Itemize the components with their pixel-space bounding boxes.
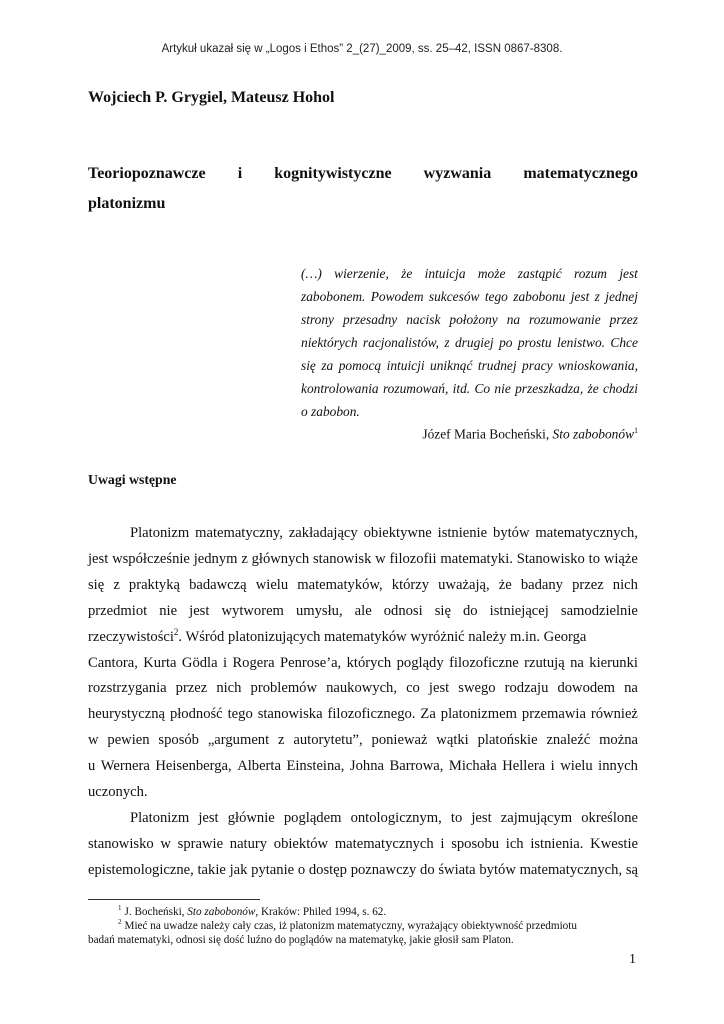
word: w: [375, 550, 386, 567]
word: bytów: [493, 525, 530, 541]
word: że: [401, 266, 413, 281]
word: prostu: [517, 335, 552, 350]
word: na: [506, 312, 521, 327]
body-line: [88, 702, 638, 728]
word: przez: [609, 312, 638, 327]
word: jest: [471, 809, 492, 826]
word: racjonalistów,: [362, 335, 439, 350]
word: pracy: [522, 358, 553, 373]
word: na: [624, 680, 638, 697]
word: uniknąć: [430, 358, 473, 373]
word: wątki: [436, 732, 469, 749]
word: jednym: [193, 550, 238, 567]
word: rozumowanie: [529, 312, 601, 327]
word: sukcesów: [428, 289, 480, 304]
article-title: [88, 159, 638, 219]
word: intuicja: [424, 266, 466, 281]
body-line: [88, 858, 638, 884]
word: obiektów: [273, 835, 329, 852]
word: Kurta: [143, 654, 177, 671]
footnote-number: 2: [118, 918, 122, 927]
body-line: [88, 728, 638, 754]
word: drugiej: [454, 335, 494, 350]
authors: Wojciech P. Grygiel, Mateusz Hohol: [88, 89, 335, 106]
word: (…): [301, 266, 322, 281]
word: z: [113, 576, 120, 593]
word: Heisenberga,: [155, 758, 232, 775]
word: których: [346, 654, 392, 671]
title-word: i: [237, 165, 243, 182]
attribution-author: Józef Maria Bocheński,: [422, 426, 553, 442]
word: pytanie: [251, 861, 295, 878]
word: kierunki: [589, 654, 638, 671]
word: Alberta: [237, 758, 281, 775]
footnote-ref[interactable]: 2: [173, 626, 179, 637]
word: tego: [227, 706, 253, 723]
word: wielu: [560, 758, 593, 775]
word: pewien: [107, 732, 150, 749]
word: że: [587, 381, 599, 396]
word: obiektywne: [363, 525, 432, 541]
word: stanowisk: [312, 550, 372, 567]
page-number: 1: [629, 952, 636, 967]
word: praktyką: [128, 576, 180, 593]
word: matematyki.: [440, 550, 513, 567]
word: przesadny: [342, 312, 398, 327]
word: lenistwo.: [557, 335, 605, 350]
word: o: [297, 861, 306, 878]
word: istniejącej: [489, 602, 549, 619]
body-line: [88, 599, 638, 625]
word: Cantora,: [88, 654, 138, 671]
word: nie: [494, 381, 511, 396]
word: Wernera: [100, 758, 150, 775]
section-heading: Uwagi wstępne: [88, 472, 177, 487]
word: niektórych: [301, 335, 358, 350]
body-line: uczonych.: [88, 784, 148, 801]
word: sprawie: [177, 835, 224, 852]
word: Stanowisko: [516, 550, 585, 567]
word: jest: [619, 266, 638, 281]
word: za: [321, 358, 334, 373]
word: umysłu,: [295, 602, 343, 619]
word: przez: [572, 576, 604, 593]
body-line: [88, 806, 638, 832]
footnote-2-text: [118, 919, 577, 933]
word: trudnej: [477, 358, 517, 373]
body-line: [88, 521, 638, 547]
word: są: [625, 861, 638, 878]
word: natury: [229, 835, 268, 852]
word: badany: [520, 576, 563, 593]
footnote-2-line: [88, 919, 638, 933]
word: nie: [159, 602, 178, 619]
title-word: matematycznego: [523, 165, 638, 182]
epigraph-line: [301, 262, 638, 285]
word: jest: [88, 550, 109, 567]
word: autorytetu”,: [293, 732, 363, 749]
word: się: [434, 602, 451, 619]
word: ponieważ: [371, 732, 428, 749]
word: Gödla: [181, 654, 218, 671]
body-text: [88, 521, 638, 884]
word: się: [88, 576, 105, 593]
word: badawczą: [189, 576, 247, 593]
word: Barrowa,: [389, 758, 444, 775]
word: co: [406, 680, 420, 697]
word: poglądem: [283, 809, 342, 826]
word: filozoficzne: [449, 654, 519, 671]
word: Hellera: [502, 758, 546, 775]
word: można: [599, 732, 638, 749]
word: epistemologiczne,: [88, 861, 194, 878]
running-header: Artykuł ukazał się w „Logos i Ethos” 2_(27)_2009, ss. 25–42, ISSN 0867-8308.: [161, 43, 563, 55]
word: zajmującym: [500, 809, 573, 826]
word: „argument: [207, 732, 270, 749]
word: nich: [612, 576, 638, 593]
word: zabobonem.: [301, 289, 366, 304]
word: w: [88, 732, 99, 749]
word: położony: [449, 312, 498, 327]
word: Rogera: [232, 654, 275, 671]
title-word: wyzwania: [423, 165, 492, 182]
word: odnosi: [383, 602, 423, 619]
footnote-2-line: badań matematyki, odnosi się dość luźno do poglądów na matematykę, jakie głosił sam Platon.: [88, 934, 514, 946]
word: ich: [505, 835, 524, 852]
word: przedmiot: [88, 602, 148, 619]
word: filozoficznego.: [327, 706, 416, 723]
word: uważają,: [438, 576, 490, 593]
word: ontologicznym,: [350, 809, 442, 826]
word: platonizmem: [440, 706, 517, 723]
word: takie: [197, 861, 226, 878]
attribution-work: Sto zabobonów: [552, 426, 634, 442]
word: nacisk: [406, 312, 441, 327]
word: z: [241, 550, 248, 567]
word: wierzenie,: [334, 266, 389, 281]
word: chodzi: [603, 381, 638, 396]
word: filozofii: [389, 550, 437, 567]
footnote-separator: [88, 899, 260, 900]
word: istnienie: [437, 525, 488, 541]
word: jest: [428, 680, 450, 697]
footnote-fragment: J. Bocheński,: [124, 906, 188, 918]
title-line-1: [88, 159, 638, 189]
word: i: [222, 654, 228, 671]
word: stanowiska: [257, 706, 323, 723]
word: swego: [458, 680, 496, 697]
epigraph-attribution: [422, 426, 638, 442]
word: i: [550, 758, 555, 775]
word: Platonizm: [130, 525, 190, 541]
word: jest: [570, 289, 590, 304]
word: którzy: [391, 576, 430, 593]
word: na: [570, 654, 584, 671]
footnote-1: [88, 905, 638, 919]
word: z: [444, 335, 450, 350]
word: jest: [189, 602, 210, 619]
footnote-number: 1: [118, 904, 122, 913]
word: i: [440, 835, 445, 852]
word: sposób: [158, 732, 199, 749]
word: dostęp: [308, 861, 347, 878]
word: istnienia.: [530, 835, 584, 852]
body-line: [88, 625, 638, 651]
word: samodzielnie: [560, 602, 638, 619]
title-word: kognitywistyczne: [274, 165, 392, 182]
footnote-fragment: Mieć na uwadze należy cały czas, iż platonizm matematyczny, wyrażający obiektywność przedmiotu: [124, 920, 577, 932]
word: dowodem: [557, 680, 616, 697]
word: Penrose’a,: [280, 654, 342, 671]
title-line-2: platonizmu: [88, 195, 166, 212]
word: kontrolowania: [301, 381, 379, 396]
word: Kwestie: [590, 835, 638, 852]
word: Platonizm: [130, 809, 190, 826]
word: pomocą: [338, 358, 382, 373]
word: Powodem: [370, 289, 424, 304]
footnote-fragment: , Kraków: Philed 1994, s. 62.: [255, 906, 387, 918]
word: bytów: [479, 861, 516, 878]
epigraph-line: o zabobon.: [301, 404, 360, 419]
footnote-ref[interactable]: 1: [634, 426, 638, 435]
word: sposobu: [451, 835, 500, 852]
body-line: [88, 754, 638, 780]
word: matematyczny,: [195, 525, 283, 541]
epigraph-line: [301, 285, 638, 308]
word: u: [88, 758, 96, 775]
epigraph-line: [301, 308, 638, 331]
footnotes: [88, 905, 638, 947]
word: Michała: [448, 758, 497, 775]
word: strony: [301, 312, 334, 327]
word: wielu: [255, 576, 289, 593]
word: Johna: [349, 758, 384, 775]
word: heurystyczną: [88, 706, 165, 723]
word: Co: [474, 381, 491, 396]
word: jest: [198, 809, 219, 826]
word: świata: [438, 861, 476, 878]
body-line: [88, 547, 638, 573]
word: jak: [229, 861, 248, 878]
word: itd.: [452, 381, 471, 396]
epigraph-line: [301, 331, 638, 354]
word: intuicji: [386, 358, 425, 373]
word: rzutują: [524, 654, 565, 671]
word: innych: [598, 758, 638, 775]
word: również: [590, 706, 638, 723]
word: zakładający: [288, 525, 358, 541]
word: nich: [216, 680, 242, 697]
word: zabobonu: [513, 289, 566, 304]
epigraph: [301, 262, 638, 423]
word: zastąpić: [517, 266, 562, 281]
word: przeszkadza,: [515, 381, 584, 396]
word: że: [498, 576, 512, 593]
body-line: [88, 676, 638, 702]
word: stanowisko: [88, 835, 154, 852]
word: po: [499, 335, 513, 350]
word: głównych: [251, 550, 310, 567]
word: tego: [484, 289, 508, 304]
word: wnioskowania,: [558, 358, 638, 373]
word: poglądy: [396, 654, 444, 671]
body-text-span: [88, 625, 586, 651]
word: Einsteina,: [286, 758, 345, 775]
word: do: [463, 602, 478, 619]
word: problemów: [250, 680, 318, 697]
word: rozumowań,: [382, 381, 449, 396]
word: się: [301, 358, 316, 373]
word: wytworem: [221, 602, 284, 619]
epigraph-line: [301, 377, 638, 400]
word: platońskie: [477, 732, 538, 749]
word: znaleźć: [546, 732, 591, 749]
epigraph-line: [301, 354, 638, 377]
word: do: [420, 861, 435, 878]
word: matematycznych: [334, 835, 434, 852]
word: przemawia: [521, 706, 586, 723]
word: poznawczy: [350, 861, 417, 878]
word: matematyków,: [297, 576, 383, 593]
body-line: [88, 832, 638, 858]
footnote-work: Sto zabobonów: [187, 906, 256, 918]
word: rozstrzygania: [88, 680, 167, 697]
body-text-fragment: . Wśród platonizujących matematyków wyróżnić należy m.in. Georga: [178, 628, 587, 645]
word: matematycznych,: [519, 861, 623, 878]
word: może: [477, 266, 506, 281]
body-line: [88, 651, 638, 677]
word: naukowych,: [326, 680, 398, 697]
title-word: Teoriopoznawcze: [88, 165, 206, 182]
word: określone: [581, 809, 638, 826]
word: Za: [420, 706, 436, 723]
word: głównie: [227, 809, 275, 826]
word: matematycznych,: [535, 525, 638, 541]
word: w: [160, 835, 171, 852]
word: płodność: [169, 706, 223, 723]
word: jednej: [605, 289, 638, 304]
word: Chce: [610, 335, 638, 350]
body-text-fragment: rzeczywistości: [88, 628, 174, 645]
word: wiąże: [603, 550, 638, 567]
word: rodzaju: [504, 680, 549, 697]
word: współcześnie: [112, 550, 190, 567]
word: to: [450, 809, 463, 826]
word: z: [278, 732, 285, 749]
word: to: [588, 550, 600, 567]
word: rozum: [573, 266, 607, 281]
body-line: [88, 573, 638, 599]
word: z: [594, 289, 600, 304]
word: ale: [354, 602, 372, 619]
word: przez: [175, 680, 208, 697]
footnote-1-text: [118, 905, 386, 919]
